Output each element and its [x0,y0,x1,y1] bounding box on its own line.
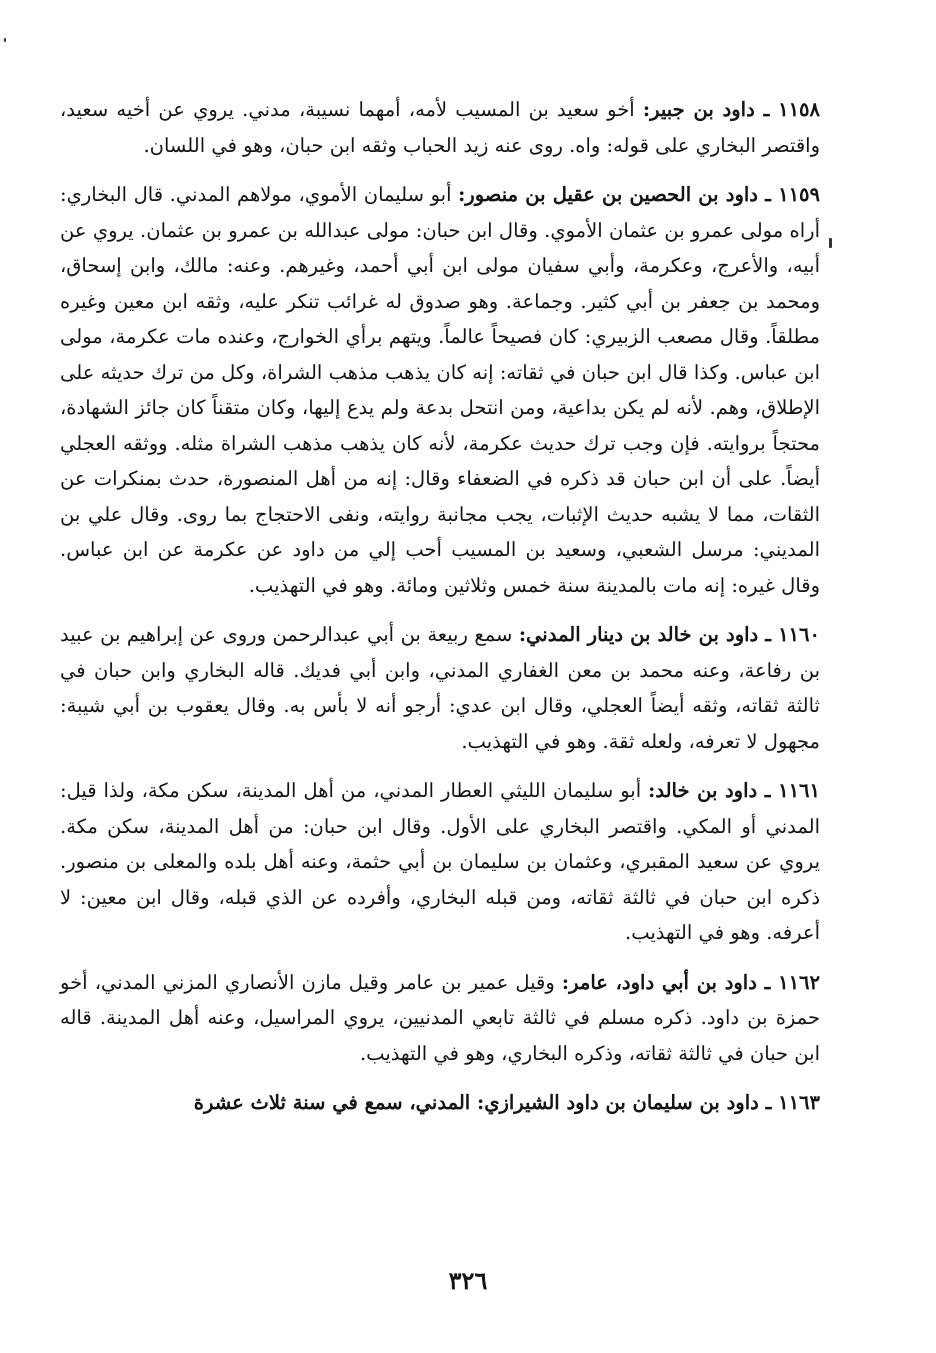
scan-speck [829,238,832,248]
entry-text: أبو سليمان الليثي العطار المدني، من أهل المدينة، سكن مكة، ولذا قيل: المدني أو المكي. واقتصر البخاري على الأول. وقال ابن حبان: من أهل المدينة، سكن مكة. يروي عن سعيد المقبري، وعثمان بن سليمان بن أبي حثمة، وعنه أهل بلده والمعلى بن منصور. ذكره ابن حبان في ثالثة ثقاته، ومن قبله البخاري، وأفرده عن الذي قبله، وقال ابن معين: لا أعرفه. وهو في التهذيب. [60,779,820,944]
entry-1161 [60,773,820,951]
entry-text: أخو سعيد بن المسيب لأمه، أمهما نسيبة، مدني. يروي عن أخيه سعيد، واقتصر البخاري على قوله: واه. روى عنه زيد الحباب وثقه ابن حبان، وهو في اللسان. [60,98,820,157]
entry-heading: ١١٦٢ ـ داود بن أبي داود، عامر: [561,970,820,994]
entry-1163 [60,1085,820,1121]
page-number: ٣٢٦ [448,1266,488,1295]
entry-heading: ١١٦٣ ـ داود بن سليمان بن داود الشيرازي: [477,1091,820,1114]
entry-text: أبو سليمان الأموي، مولاهم المدني. قال البخاري: أراه مولى عمرو بن عثمان الأموي. وقال ابن حبان: مولى عبدالله بن عمرو بن عثمان. يروي عن أبيه، والأعرج، وعكرمة، وأبي سفيان مولى ابن أبي أحمد، وغيرهم. وعنه: مالك، وابن إسحاق، ومحمد بن جعفر بن أبي كثير. وجماعة. وهو صدوق له غرائب تنكر عليه، وثقه ابن معين وغيره مطلقاً. وقال مصعب الزبيري: كان فصيحاً عالماً. ويتهم برأي الخوارج، وعنده مات عكرمة، مولى ابن عباس. وكذا قال ابن حبان في ثقاته: إنه كان يذهب مذهب الشراة، وكل من ترك حديثه على الإطلاق، وهم. لأنه لم يكن بداعية، ومن انتحل بدعة ولم يدع إليها، وكان متقناً كان جائز الشهادة، محتجاً بروايته. فإن وجب ترك حديث عكرمة، لأنه كان يذهب مذهب الشراة مثله. ووثقه العجلي أيضاً. على أن ابن حبان قد ذكره في الضعفاء وقال: إنه من أهل المنصورة، حدث بمنكرات عن الثقات، مما لا يشبه حديث الإثبات، يجب مجانبة روايته، ونفى الاحتجاج بما روى. وقال علي بن المديني: مرسل الشعبي، وسعيد بن المسيب أحب إلي من داود عن عكرمة عن ابن عباس. وقال غيره: إنه مات بالمدينة سنة خمس وثلاثين ومائة. وهو في التهذيب. [60,183,820,597]
entry-heading: ١١٦٠ ـ داود بن خالد بن دينار المدني: [518,623,820,646]
entry-text: وقيل عمير بن عامر وقيل مازن الأنصاري المزني المدني، أخو حمزة بن داود. ذكره مسلم في ثالثة تابعي المدنيين، يروي المراسيل، وعنه أهل المدينة. قاله ابن حبان في ثالثة ثقاته، وذكره البخاري، وهو في التهذيب. [60,970,820,1065]
entry-text: المدني، سمع في سنة ثلاث عشرة [193,1091,477,1114]
entry-heading: ١١٥٩ ـ داود بن الحصين بن عقيل بن منصور: [458,183,820,206]
entry-1158 [60,92,820,163]
entry-heading: ١١٥٨ ـ داود بن جبير: [642,98,820,121]
scan-speck [4,38,6,42]
entry-1159 [60,177,820,603]
entry-text: سمع ربيعة بن أبي عبدالرحمن وروى عن إبراهيم بن عبيد بن رفاعة، وعنه محمد بن معن الغفاري المدني، وابن أبي فديك. قاله البخاري وابن حبان في ثالثة ثقاته، وثقه أيضاً العجلي، وقال ابن عدي: أرجو أنه لا بأس به. وقال يعقوب بن أبي شيبة: مجهول لا تعرفه، ولعله ثقة. وهو في التهذيب. [60,623,820,753]
entry-heading: ١١٦١ ـ داود بن خالد: [648,779,821,802]
document-page [60,92,820,1135]
entry-1162 [60,965,820,1072]
entry-1160 [60,617,820,759]
